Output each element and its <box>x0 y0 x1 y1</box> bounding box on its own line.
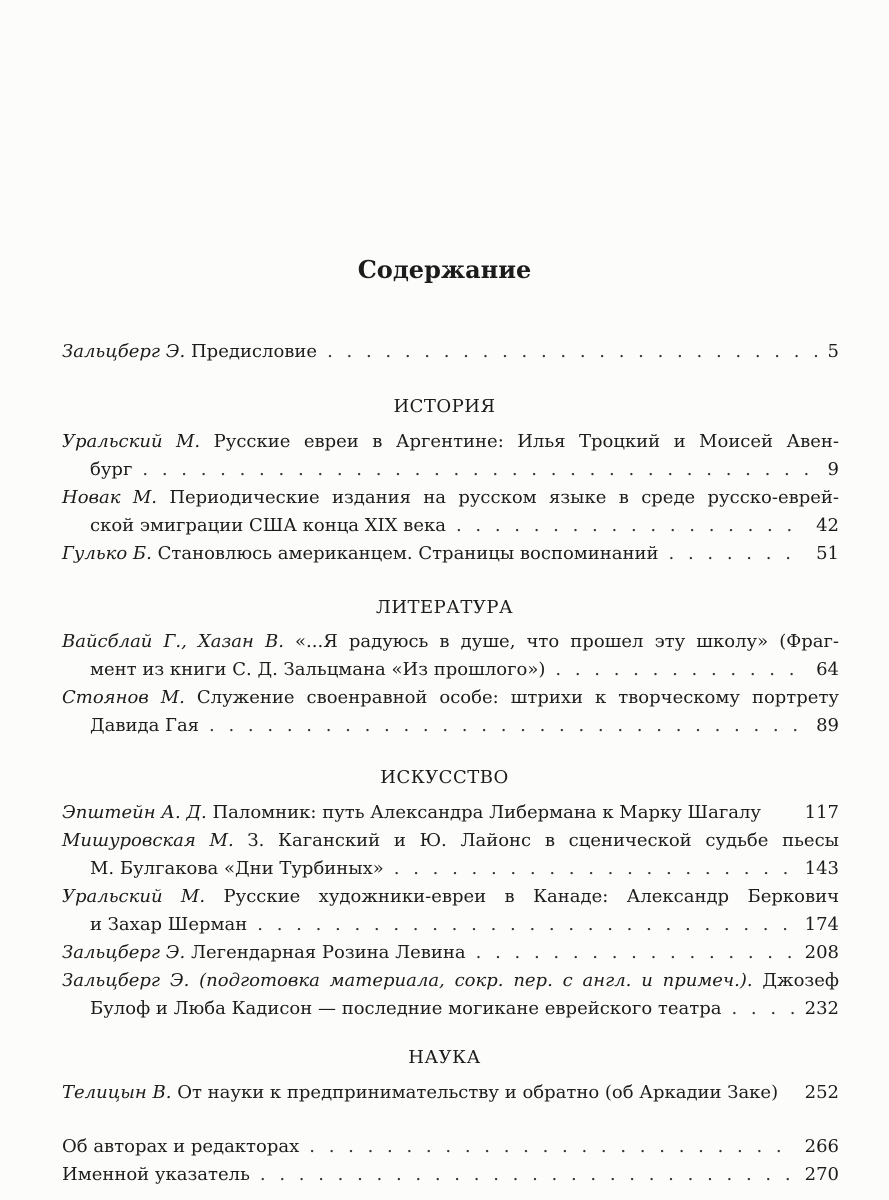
section-heading-art: ИСКУССТВО <box>380 767 509 788</box>
toc-entry-literature-1-cont[interactable] <box>90 656 839 684</box>
toc-author: Вайсблай Г., Хазан В. <box>62 631 284 652</box>
toc-entry-art-3-cont[interactable] <box>90 911 839 939</box>
page-number: 270 <box>804 1164 839 1185</box>
page-number: 208 <box>804 942 839 963</box>
dot-leader <box>142 456 817 484</box>
toc-author: Эпштейн А. Д. <box>62 802 207 823</box>
toc-author: Зальцберг Э. <box>62 942 186 963</box>
toc-entry-preface[interactable] <box>62 338 839 366</box>
toc-author: Уральский М. <box>62 431 201 452</box>
toc-entry-history-1[interactable] <box>62 428 839 456</box>
toc-author: Зальцберг Э. <box>62 341 186 362</box>
page-number: 266 <box>804 1136 839 1157</box>
toc-entry-art-1[interactable] <box>62 799 839 827</box>
toc-entry-literature-1[interactable] <box>62 628 839 656</box>
page-number: 117 <box>804 802 839 823</box>
toc-author: Гулько Б. <box>62 543 152 564</box>
toc-entry-title-cont: Булоф и Люба Кадисон — последние могикане еврейского театра <box>90 998 722 1019</box>
toc-entry-about-authors[interactable] <box>62 1133 839 1161</box>
toc-entry-title: Легендарная Розина Левина <box>190 942 466 963</box>
page-number: 174 <box>804 914 839 935</box>
toc-entry-title-cont: бург <box>90 459 133 480</box>
page-number: 64 <box>816 659 839 680</box>
toc-entry-literature-2[interactable] <box>62 684 839 712</box>
toc-entry-art-4[interactable] <box>62 939 839 967</box>
toc-entry-title: З. Каганский и Ю. Лайонс в сценической судьбе пьесы <box>247 830 839 851</box>
page-number: 42 <box>816 515 839 536</box>
toc-entry-history-1-cont[interactable] <box>90 456 839 484</box>
toc-entry-art-5[interactable] <box>62 967 839 995</box>
dot-leader <box>209 712 806 740</box>
dot-leader <box>456 512 806 540</box>
dot-leader <box>394 855 795 883</box>
toc-entry-title-cont: Давида Гая <box>90 715 200 736</box>
toc-entry-title: Служение своенравной особе: штрихи к творческому портрету <box>196 687 839 708</box>
dot-leader <box>260 1161 795 1189</box>
toc-entry-history-2[interactable] <box>62 484 839 512</box>
toc-author: Новак М. <box>62 487 157 508</box>
toc-entry-title: Становлюсь американцем. Страницы воспоминаний <box>157 543 659 564</box>
section-heading-history: ИСТОРИЯ <box>393 396 496 417</box>
toc-entry-art-2-cont[interactable] <box>90 855 839 883</box>
toc-entry-title: Периодические издания на русском языке в среде русско-еврей- <box>169 487 839 508</box>
toc-entry-title-cont: мент из книги С. Д. Зальцмана «Из прошлого») <box>90 659 546 680</box>
toc-author: Телицын В. <box>62 1082 172 1103</box>
toc-entry-title-cont: и Захар Шерман <box>90 914 248 935</box>
toc-author: Уральский М. <box>62 886 206 907</box>
toc-entry-history-3[interactable] <box>62 540 839 568</box>
toc-entry-title: Русские евреи в Аргентине: Илья Троцкий и Моисей Авен- <box>213 431 839 452</box>
dot-leader <box>555 656 806 684</box>
page-number: 5 <box>827 341 839 362</box>
toc-author: Зальцберг Э. (подготовка материала, сокр. пер. с англ. и примеч.). <box>62 970 753 991</box>
toc-entry-art-2[interactable] <box>62 827 839 855</box>
toc-entry-art-5-cont[interactable] <box>90 995 839 1023</box>
toc-entry-title-cont: ской эмиграции США конца XIX века <box>90 515 446 536</box>
dot-leader <box>476 939 795 967</box>
page-title: Содержание <box>357 255 532 284</box>
toc-entry-title: «...Я радуюсь в душе, что прошел эту школу» (Фраг- <box>295 631 839 652</box>
section-heading-science: НАУКА <box>408 1047 481 1068</box>
page-number: 9 <box>827 459 839 480</box>
page-number: 232 <box>804 998 839 1019</box>
toc-entry-title: От науки к предпринимательству и обратно (об Аркадии Заке) <box>177 1082 779 1103</box>
dot-leader <box>731 995 794 1023</box>
toc-entry-title: Джозеф <box>762 970 839 991</box>
toc-author: Стоянов М. <box>62 687 185 708</box>
page-number: 51 <box>816 543 839 564</box>
page-number: 89 <box>816 715 839 736</box>
dot-leader <box>257 911 794 939</box>
toc-entry-art-3[interactable] <box>62 883 839 911</box>
toc-entry-title: Об авторах и редакторах <box>62 1136 300 1157</box>
toc-entry-title: Именной указатель <box>62 1164 250 1185</box>
toc-entry-title-cont: М. Булгакова «Дни Турбиных» <box>90 858 384 879</box>
toc-entry-title: Русские художники-евреи в Канаде: Александр Беркович <box>223 886 839 907</box>
page-number: 143 <box>804 858 839 879</box>
toc-author: Мишуровская М. <box>62 830 234 851</box>
toc-entry-title: Паломник: путь Александра Либермана к Марку Шагалу <box>212 802 762 823</box>
toc-entry-name-index[interactable] <box>62 1161 839 1189</box>
toc-entry-history-2-cont[interactable] <box>90 512 839 540</box>
page-number: 252 <box>804 1082 839 1103</box>
section-heading-literature: ЛИТЕРАТУРА <box>375 597 514 618</box>
toc-entry-title: Предисловие <box>190 341 318 362</box>
dot-leader <box>669 540 807 568</box>
toc-entry-science-1[interactable] <box>62 1079 839 1107</box>
dot-leader <box>327 338 817 366</box>
dot-leader <box>309 1133 794 1161</box>
toc-entry-literature-2-cont[interactable] <box>90 712 839 740</box>
